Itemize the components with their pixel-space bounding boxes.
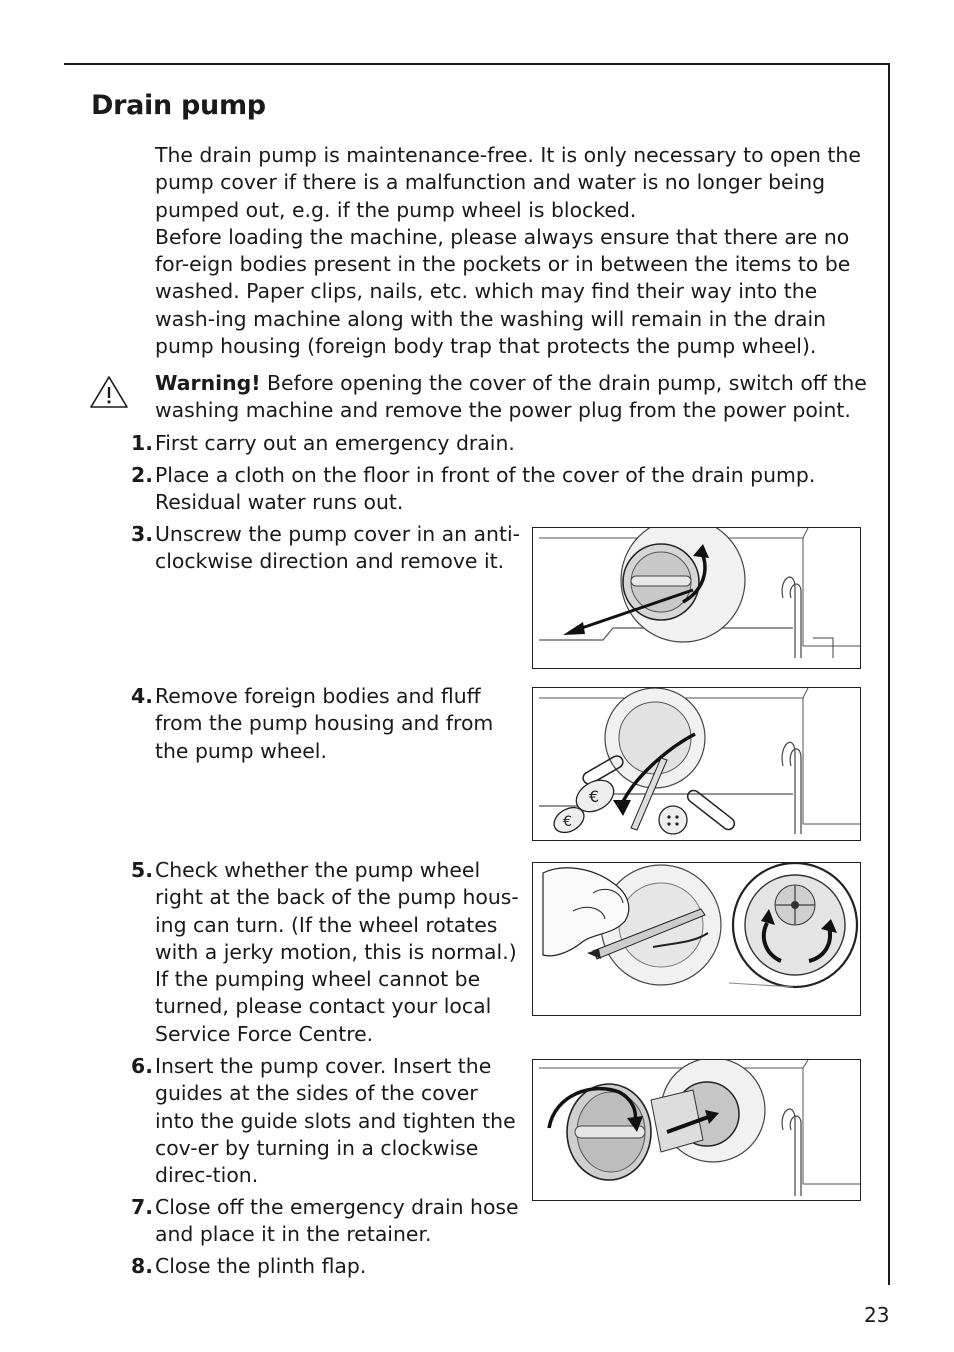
intro-paragraph-2: Before loading the machine, please always ensure that there are no for-eign bodies present in the pockets or in between the items to be washed. Paper clips, nails, etc. which may find their way into the wash-ing machine along with the washing will remain in the drain pump housing (foreign body trap that protects the pump wheel).	[155, 224, 851, 359]
step-text: Close the plinth flap.	[155, 1254, 367, 1278]
intro-paragraph-1: The drain pump is maintenance-free. It is only necessary to open the pump cover if there is a malfunction and water is no longer being pumped out, e.g. if the pump wheel is blocked.	[155, 143, 861, 222]
figure-unscrew-cover	[532, 527, 861, 669]
step-text: First carry out an emergency drain.	[155, 431, 515, 455]
top-rule	[64, 63, 890, 65]
step-number: 3.	[131, 522, 153, 546]
step-text: Unscrew the pump cover in an anti-clockwise direction and remove it.	[155, 522, 520, 574]
figure-remove-foreign-bodies	[532, 687, 861, 841]
right-rule	[888, 63, 890, 1285]
section-title: Drain pump	[91, 90, 266, 121]
step-number: 1.	[131, 431, 153, 455]
svg-text:€: €	[589, 787, 600, 806]
step-text: Check whether the pump wheel right at the back of the pump hous-ing can turn. (If the wheel rotates with a jerky motion, this is normal.) If the pumping wheel cannot be turned, please contact your local Service Force Centre.	[155, 858, 519, 1046]
step-number: 8.	[131, 1254, 153, 1278]
intro-text	[155, 142, 870, 360]
step-number: 4.	[131, 684, 153, 708]
warning-label: Warning!	[155, 371, 261, 395]
warning-body: Before opening the cover of the drain pump, switch off the washing machine and remove the power plug from the power point.	[155, 371, 867, 423]
step-text: Close off the emergency drain hose and place it in the retainer.	[155, 1195, 519, 1247]
step-text: Remove foreign bodies and fluff from the pump housing and from the pump wheel.	[155, 684, 494, 763]
figure-check-pump-wheel	[532, 862, 861, 1016]
step-text: Insert the pump cover. Insert the guides at the sides of the cover into the guide slots and tighten the cov-er by turning in a clockwise direc-tion.	[155, 1054, 516, 1188]
warning-triangle-icon	[88, 374, 130, 410]
step-number: 6.	[131, 1054, 153, 1078]
warning-text	[155, 370, 870, 425]
page-number: 23	[864, 1303, 890, 1327]
step-number: 7.	[131, 1195, 153, 1219]
step-text: Place a cloth on the floor in front of the cover of the drain pump. Residual water runs out.	[155, 463, 816, 515]
step-number: 2.	[131, 463, 153, 487]
figure-insert-cover	[532, 1059, 861, 1201]
step-number: 5.	[131, 858, 153, 882]
svg-text:€: €	[563, 814, 572, 830]
